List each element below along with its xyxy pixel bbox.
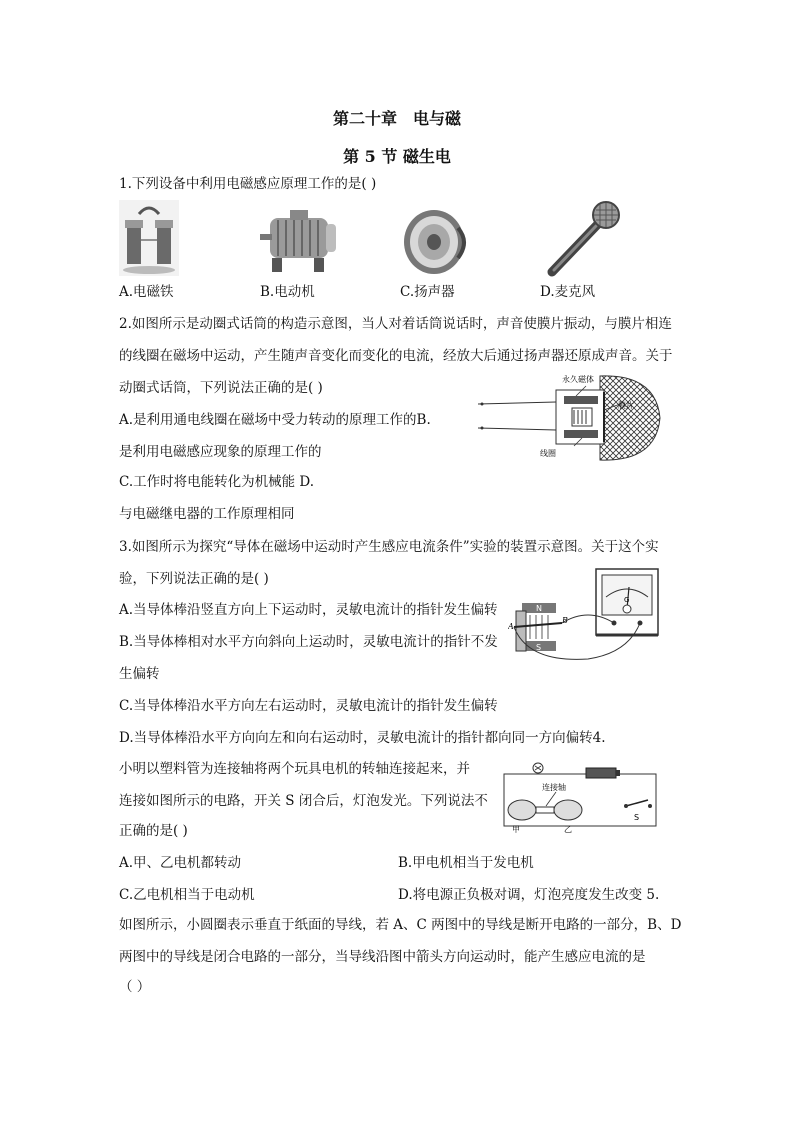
label-south-pole: S [536,643,542,652]
label-galvanometer: G [624,596,630,604]
q1-option-d: D.麦克风 [540,284,596,300]
q2-line-1: 2.如图所示是动圈式话筒的构造示意图，当人对着话筒说话时，声音使膜片振动，与膜片相连 [119,316,672,332]
q5-line-3: （ ） [119,979,151,995]
q3-line-2: 验，下列说法正确的是( ) [119,571,269,587]
q2-line-3: 动圈式话筒，下列说法正确的是( ) [119,380,323,396]
label-switch: S [634,813,640,822]
label-coil: 线圈 [540,449,556,458]
q1-option-c: C.扬声器 [400,284,455,300]
q1-option-a: A.电磁铁 [119,284,174,300]
q4-line-1: 小明以塑料管为连接轴将两个玩具电机的转轴连接起来，并 [119,761,470,777]
label-connecting-shaft: 连接轴 [542,783,566,792]
electromagnet-image [119,200,179,276]
q2-line-7: 与电磁继电器的工作原理相同 [119,506,295,522]
q3-line-6: C.当导体棒沿水平方向左右运动时，灵敏电流计的指针发生偏转 [119,698,498,714]
label-diaphragm: 膜片 [618,401,634,410]
moving-coil-microphone-diagram [478,372,664,464]
q4-line-2: 连接如图所示的电路，开关 S 闭合后，灯泡发光。下列说法不 [119,793,488,809]
chapter-title: 第二十章 电与磁 [332,109,461,128]
microphone-image [540,200,624,278]
induction-experiment-diagram [508,567,664,667]
section-title: 第 5 节 磁生电 [343,147,451,166]
q2-line-4: A.是利用通电线圈在磁场中受力转动的原理工作的B. [119,412,431,428]
label-permanent-magnet: 永久磁体 [562,375,594,384]
label-motor-yi: 乙 [564,825,572,834]
q2-line-2: 的线圈在磁场中运动，产生随声音变化而变化的电流，经放大后通过扬声器还原成声音。关于 [119,348,673,364]
q2-line-5: 是利用电磁感应现象的原理工作的 [119,444,322,460]
q3-line-1: 3.如图所示为探究“导体在磁场中运动时产生感应电流条件”实验的装置示意图。关于这个实 [119,539,659,555]
q4-line-3: 正确的是( ) [119,823,188,839]
q4-option-d: D.将电源正负极对调，灯泡亮度发生改变 5. [398,887,660,903]
q2-line-6: C.工作时将电能转化为机械能 D. [119,474,315,490]
q3-line-3: A.当导体棒沿竖直方向上下运动时，灵敏电流计的指针发生偏转 [119,602,498,618]
electric-motor-image [258,210,346,276]
q4-option-b: B.甲电机相当于发电机 [398,855,534,871]
two-motor-circuit-diagram [498,756,662,836]
label-end-b: B [562,616,568,625]
loudspeaker-image [400,208,472,276]
q4-option-a: A.甲、乙电机都转动 [119,855,242,871]
q3-line-7: D.当导体棒沿水平方向向左和向右运动时，灵敏电流计的指针都向同一方向偏转4. [119,730,606,746]
label-north-pole: N [536,604,542,613]
q5-line-2: 两图中的导线是闭合电路的一部分，当导线沿图中箭头方向运动时，能产生感应电流的是 [119,949,646,965]
q4-option-c: C.乙电机相当于电动机 [119,887,255,903]
q1-stem: 1.下列设备中利用电磁感应原理工作的是( ) [119,176,377,192]
label-end-a: A [508,622,514,631]
q1-option-b: B.电动机 [260,284,315,300]
q3-line-4: B.当导体棒相对水平方向斜向上运动时，灵敏电流计的指针不发 [119,634,498,650]
q3-line-5: 生偏转 [119,666,160,682]
q5-line-1: 如图所示，小圆圈表示垂直于纸面的导线，若 A、C 两图中的导线是断开电路的一部分，B、D [119,917,682,933]
label-motor-jia: 甲 [512,825,520,834]
